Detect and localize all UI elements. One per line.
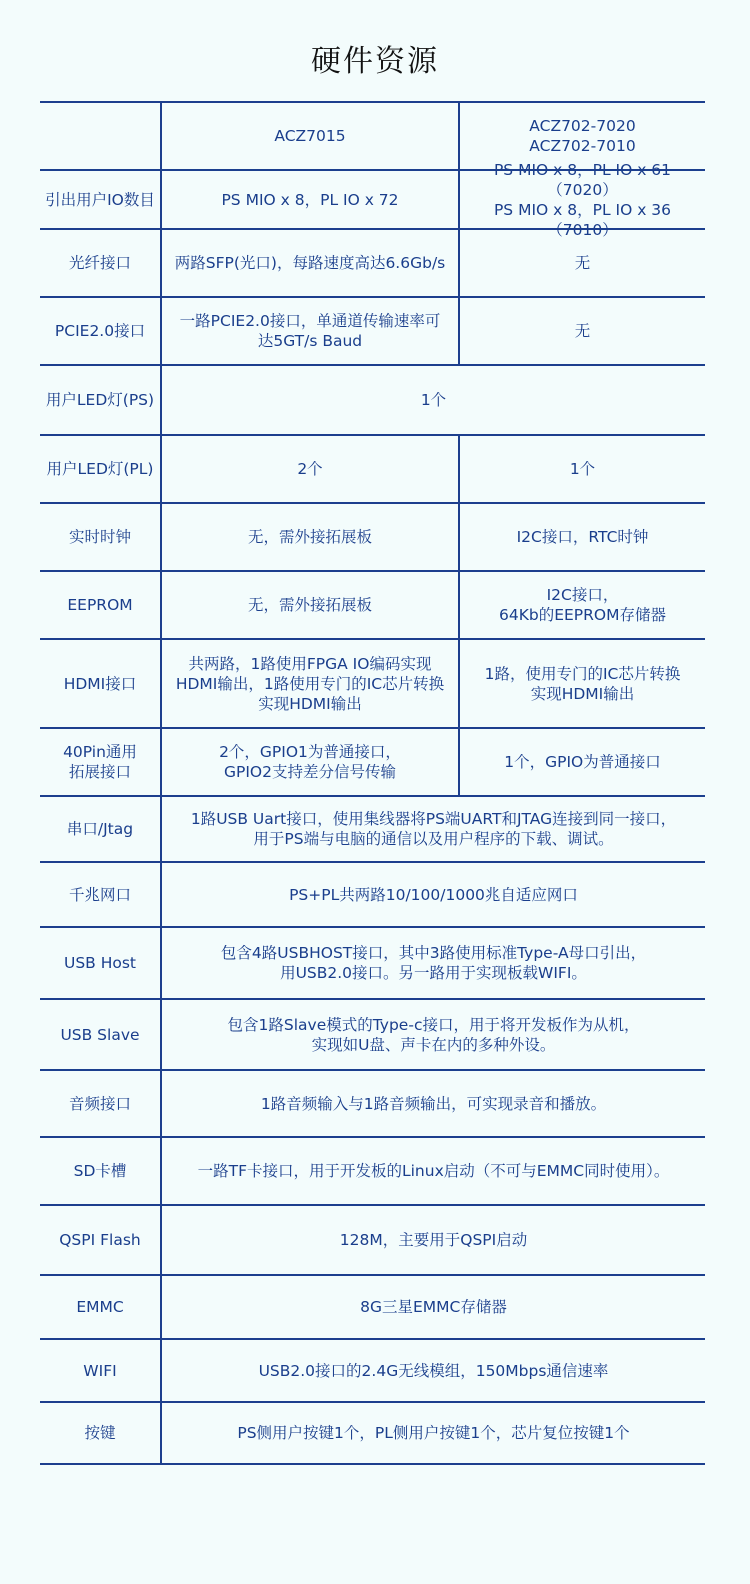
table-row [40, 1071, 705, 1138]
row-label: 按键 [84, 1424, 116, 1442]
row-value-all: 1路音频输入与1路音频输出，可实现录音和播放。 [160, 1071, 705, 1136]
row-value-all: 8G三星EMMC存储器 [160, 1276, 705, 1338]
row-label: 用户LED灯(PL) [46, 460, 154, 478]
table-row [40, 1206, 705, 1276]
row-value-acz702: 无 [458, 230, 705, 296]
row-value-acz7015: 共两路，1路使用FPGA IO编码实现 HDMI输出，1路使用专门的IC芯片转换 实现HDMI输出 [160, 640, 458, 727]
row-label: WIFI [83, 1361, 117, 1380]
row-value-acz7015: 2个 [160, 436, 458, 502]
row-value-acz7015: 2个，GPIO1为普通接口， GPIO2支持差分信号传输 [160, 729, 458, 795]
table-row [40, 1000, 705, 1071]
table-row [40, 1138, 705, 1206]
row-value-acz7015: 两路SFP(光口)，每路速度高达6.6Gb/s [160, 230, 458, 296]
hardware-spec-table [40, 101, 705, 1465]
row-value-acz702: 1个，GPIO为普通接口 [458, 729, 705, 795]
row-label: 音频接口 [68, 1094, 131, 1113]
row-value-all: 128M，主要用于QSPI启动 [160, 1206, 705, 1274]
row-value-all: 包含1路Slave模式的Type-c接口，用于将开发板作为从机， 实现如U盘、声卡在内的多种外设。 [160, 1000, 705, 1069]
row-label: USB Slave [60, 1025, 140, 1044]
table-row [40, 863, 705, 928]
row-value-acz7015: 无，需外接拓展板 [160, 572, 458, 638]
header-col-acz702: ACZ702-7020 ACZ702-7010 [458, 103, 705, 169]
row-value-all: PS侧用户按键1个，PL侧用户按键1个，芯片复位按键1个 [160, 1403, 705, 1463]
table-row [40, 230, 705, 298]
table-row [40, 797, 705, 863]
row-value-all: 1个 [160, 366, 705, 434]
table-row [40, 160, 705, 239]
row-label: 引出用户IO数目 [45, 190, 155, 209]
row-label: QSPI Flash [59, 1231, 141, 1249]
row-label: EEPROM [67, 596, 133, 614]
row-value-acz7015: 一路PCIE2.0接口，单通道传输速率可 达5GT/s Baud [160, 298, 458, 364]
row-value-acz7015: PS MIO x 8，PL IO x 72 [160, 171, 458, 228]
row-value-acz702: 1个 [458, 436, 705, 502]
row-value-all: PS+PL共两路10/100/1000兆自适应网口 [160, 863, 705, 926]
table-row [40, 1340, 705, 1403]
row-value-acz7015: 无，需外接拓展板 [160, 504, 458, 570]
row-label: EMMC [76, 1298, 124, 1316]
row-label: 光纤接口 [68, 254, 131, 272]
header-col-acz7015: ACZ7015 [160, 103, 458, 169]
table-row [40, 928, 705, 1000]
table-row [40, 640, 705, 729]
header-label-cell [40, 103, 160, 169]
row-label: SD卡槽 [73, 1162, 127, 1180]
table-row [40, 504, 705, 572]
table-row [40, 729, 705, 797]
row-label: USB Host [63, 954, 137, 972]
table-row [40, 1403, 705, 1465]
table-row [40, 298, 705, 366]
row-label: 40Pin通用 拓展接口 [63, 743, 137, 781]
table-row [40, 436, 705, 504]
table-row [40, 366, 705, 436]
table-row [40, 1276, 705, 1340]
row-value-acz702: 无 [458, 298, 705, 364]
row-value-all: 一路TF卡接口，用于开发板的Linux启动（不可与EMMC同时使用）。 [160, 1138, 705, 1204]
row-value-all: USB2.0接口的2.4G无线模组，150Mbps通信速率 [160, 1340, 705, 1401]
row-label: PCIE2.0接口 [54, 322, 146, 340]
row-value-acz702: I2C接口，RTC时钟 [458, 504, 705, 570]
row-value-all: 包含4路USBHOST接口，其中3路使用标准Type-A母口引出， 用USB2.0接口。另一路用于实现板载WIFI。 [160, 928, 705, 998]
row-value-acz702: 1路，使用专门的IC芯片转换 实现HDMI输出 [458, 640, 705, 727]
table-row [40, 572, 705, 640]
row-label: HDMI接口 [63, 674, 137, 693]
row-value-acz702: PS MIO x 8，PL IO x 61（7020） PS MIO x 8，PL IO x 36（7010） [458, 171, 705, 228]
row-label: 用户LED灯(PS) [45, 391, 155, 409]
row-label: 千兆网口 [68, 885, 131, 904]
row-label: 实时时钟 [68, 528, 131, 546]
page-title: 硬件资源 [311, 44, 439, 79]
row-label: 串口/Jtag [66, 820, 134, 838]
row-value-acz702: I2C接口， 64Kb的EEPROM存储器 [458, 572, 705, 638]
row-value-all: 1路USB Uart接口，使用集线器将PS端UART和JTAG连接到同一接口， 用于PS端与电脑的通信以及用户程序的下载、调试。 [160, 797, 705, 861]
